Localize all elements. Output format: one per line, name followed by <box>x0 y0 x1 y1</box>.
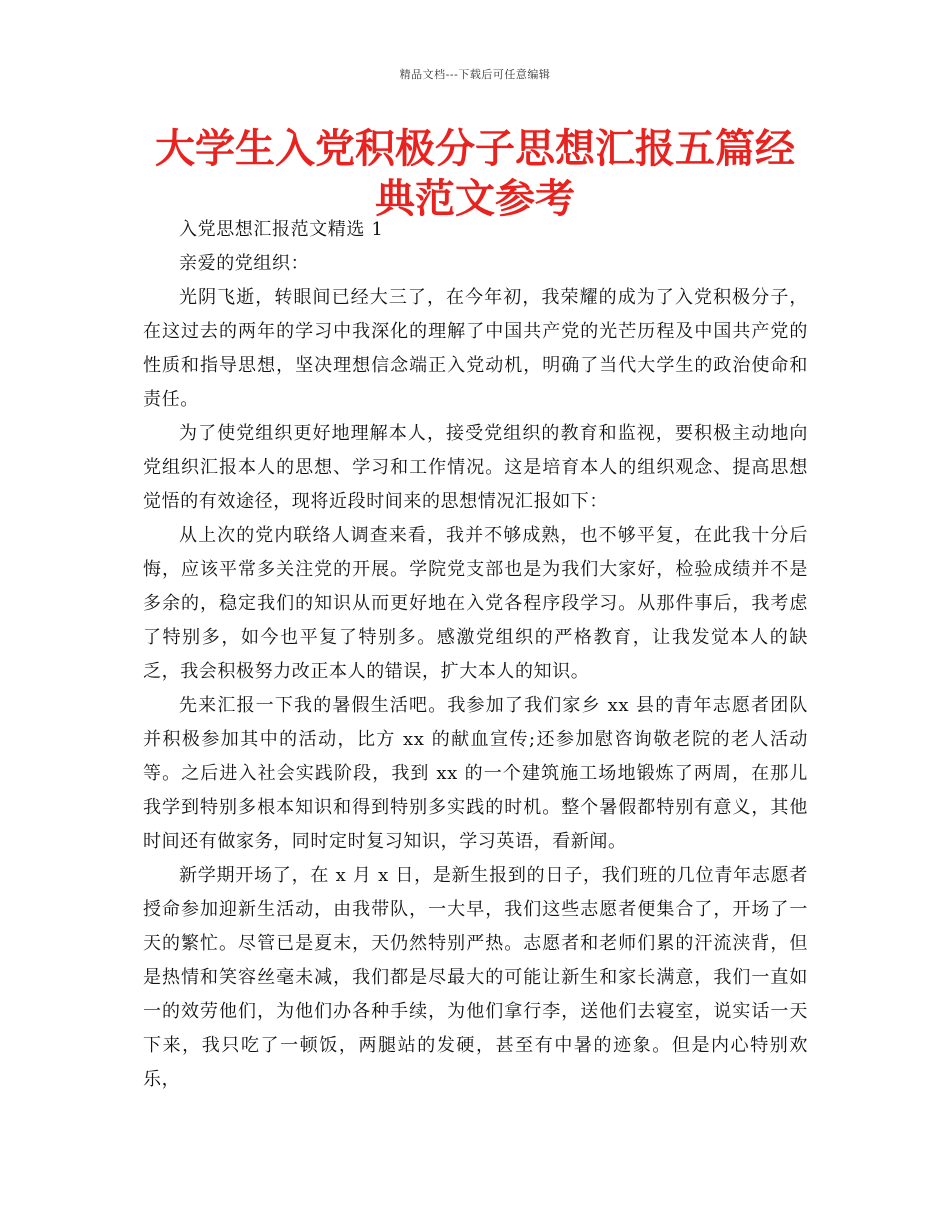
document-title: 大学生入党积极分子思想汇报五篇经典范文参考 <box>155 126 795 222</box>
header-note: 精品文档---下载后可任意编辑 <box>399 68 551 81</box>
paragraph: 为了使党组织更好地理解本人，接受党组织的教育和监视，要积极主动地向党组织汇报本人的思想、学习和工作情况。这是培育本人的组织观念、提高思想觉悟的有效途径，现将近段时间来的思想情况汇报如下： <box>143 423 808 512</box>
paragraph: 新学期开场了，在 x 月 x 日，是新生报到的日子，我们班的几位青年志愿者授命参加迎新生活动，由我带队，一大早，我们这些志愿者便集合了，开场了一天的繁忙。尽管已是夏末，天仍然特别严热。志愿者和老师们累的汗流浃背，但是热情和笑容丝毫未减，我们都是尽最大的可能让新生和家长满意，我们一直如一的效劳他们，为他们办各种手续，为他们拿行李，送他们去寝室，说实话一天下来，我只吃了一顿饭，两腿站的发硬，甚至有中暑的迹象。但是内心特别欢乐， <box>143 865 808 1090</box>
section-heading: 入党思想汇报范文精选 1 <box>179 219 384 240</box>
salutation: 亲爱的党组织： <box>179 253 310 274</box>
paragraph: 从上次的党内联络人调查来看，我并不够成熟，也不够平复，在此我十分后悔，应该平常多关注党的开展。学院党支部也是为我们大家好，检验成绩并不是多余的，稳定我们的知识从而更好地在入党各程序段学习。从那件事后，我考虑了特别多，如今也平复了特别多。感激党组织的严格教育，让我发觉本人的缺乏，我会积极努力改正本人的错误，扩大本人的知识。 <box>143 525 808 682</box>
document-body <box>143 213 808 1097</box>
paragraph: 先来汇报一下我的暑假生活吧。我参加了我们家乡 xx 县的青年志愿者团队并积极参加其中的活动，比方 xx 的献血宣传;还参加慰咨询敬老院的老人活动等。之后进入社会实践阶段，我到 xx 的一个建筑施工场地锻炼了两周，在那儿我学到特别多根本知识和得到特别多实践的时机。整个暑假都特别有意义，其他时间还有做家务，同时定时复习知识，学习英语，看新闻。 <box>143 695 808 852</box>
paragraph: 光阴飞逝，转眼间已经大三了，在今年初，我荣耀的成为了入党积极分子，在这过去的两年的学习中我深化的理解了中国共产党的光芒历程及中国共产党的性质和指导思想，坚决理想信念端正入党动机，明确了当代大学生的政治使命和责任。 <box>143 287 808 410</box>
